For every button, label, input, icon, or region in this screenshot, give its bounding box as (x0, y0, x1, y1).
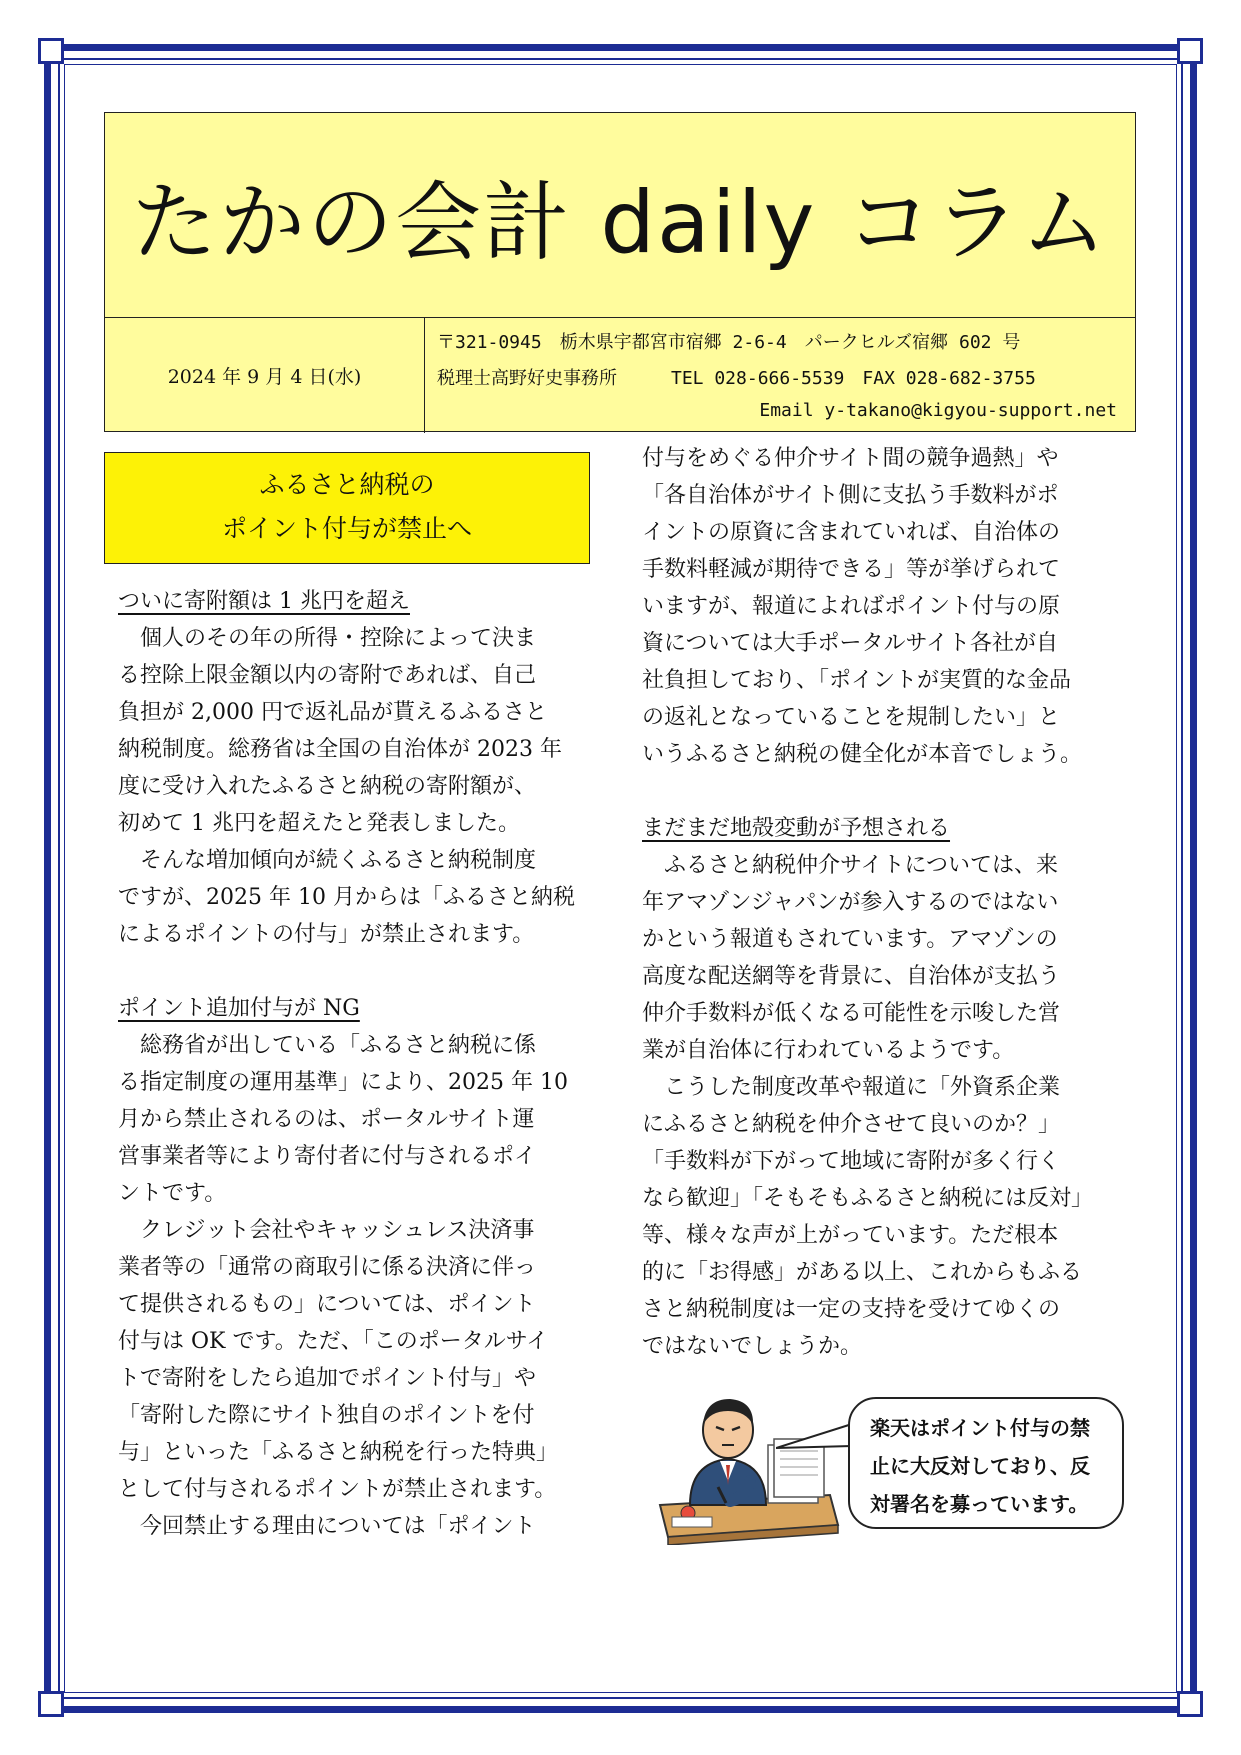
paragraph-spacer (118, 953, 604, 990)
body-text-line: 「手数料が下がって地域に寄附が多く行く (642, 1149, 1061, 1174)
body-text-line: かという報道もされています。アマゾンの (642, 927, 1058, 952)
body-text-line: 等、様々な声が上がっています。ただ根本 (642, 1223, 1059, 1248)
body-text-line: ふるさと納税仲介サイトについては、来 (642, 853, 1059, 878)
issue-date: 2024 年 9 月 4 日(水) (105, 318, 425, 433)
body-text-line: 今回禁止する理由については「ポイント (118, 1514, 536, 1539)
body-text-line: て提供されるもの」については、ポイント (118, 1292, 536, 1317)
border-corner-bottom-right (1177, 1691, 1203, 1717)
body-text-line: 月から禁止されるのは、ポータルサイト運 (118, 1107, 535, 1132)
border-corner-bottom-left (38, 1691, 64, 1717)
body-text-line: によるポイントの付与」が禁止されます。 (118, 922, 535, 947)
body-text-line: ントです。 (118, 1181, 227, 1206)
speech-bubble (848, 1397, 1124, 1529)
section-heading: ポイント追加付与が NG (118, 996, 360, 1021)
body-text-line: 高度な配送網等を背景に、自治体が支払う (642, 964, 1061, 989)
article-column-left (118, 583, 604, 1545)
section-heading: まだまだ地殻変動が予想される (642, 816, 951, 841)
body-text-line: トで寄附をしたら追加でポイント付与」や (118, 1366, 537, 1391)
border-corner-top-left (38, 38, 64, 64)
bubble-line-3: 対署名を募っています。 (870, 1492, 1089, 1516)
body-text-line: 付与をめぐる仲介サイト間の競争過熱」や (642, 446, 1059, 471)
body-text-line: 度に受け入れたふるさと納税の寄附額が、 (118, 774, 537, 799)
headline-line-1: ふるさと納税の (259, 470, 435, 499)
speech-bubble-tail (776, 1420, 856, 1460)
body-text-line: 仲介手数料が低くなる可能性を示唆した営 (642, 1001, 1061, 1026)
bubble-line-2: 止に大反対しており、反 (870, 1454, 1090, 1478)
body-text-line: 業者等の「通常の商取引に係る決済に伴っ (118, 1255, 537, 1280)
border-corner-top-right (1177, 38, 1203, 64)
body-text-line: 「各自治体がサイト側に支払う手数料がポ (642, 483, 1059, 508)
bubble-line-1: 楽天はポイント付与の禁 (870, 1416, 1090, 1440)
body-text-line: 資については大手ポータルサイト各社が自 (642, 631, 1059, 656)
office-address: 〒321-0945 栃木県宇都宮市宿郷 2-6-4 パークヒルズ宿郷 602 号 (437, 332, 1021, 353)
body-text-line: 社負担しており、「ポイントが実質的な金品 (642, 668, 1072, 693)
body-text-line: そんな増加傾向が続くふるさと納税制度 (118, 848, 537, 873)
body-text-line: 年アマゾンジャパンが参入するのではない (642, 890, 1059, 915)
body-text-line: 付与は OK です。ただ、「このポータルサイ (118, 1329, 549, 1354)
body-text-line: 的に「お得感」がある以上、これからもふる (642, 1260, 1083, 1285)
body-text-line: にふるさと納税を仲介させて良いのか？」 (642, 1112, 1061, 1137)
article-headline (104, 452, 590, 564)
body-text-line: として付与されるポイントが禁止されます。 (118, 1477, 557, 1502)
man-signing-documents-illustration (650, 1385, 840, 1545)
body-text-line: イントの原資に含まれていれば、自治体の (642, 520, 1061, 545)
body-text-line: る指定制度の運用基準」により、2025 年 10 (118, 1070, 568, 1095)
article-column-right (642, 440, 1142, 1365)
body-text-line: る控除上限金額以内の寄附であれば、自己 (118, 663, 537, 688)
body-text-line: 与」といった「ふるさと納税を行った特典」 (118, 1440, 559, 1465)
section-heading: ついに寄附額は 1 兆円を超え (118, 589, 410, 614)
body-text-line: 総務省が出している「ふるさと納税に係 (118, 1033, 537, 1058)
body-text-line: 業が自治体に行われているようです。 (642, 1038, 1015, 1063)
office-email: Email y-takano@kigyou-support.net (759, 400, 1117, 421)
body-text-line: さと納税制度は一定の支持を受けてゆくの (642, 1297, 1061, 1322)
body-text-line: いうふるさと納税の健全化が本音でしょう。 (642, 742, 1083, 767)
body-text-line: ではないでしょうか。 (642, 1334, 863, 1359)
body-text-line: ですが、2025 年 10 月からは「ふるさと納税 (118, 885, 575, 910)
body-text-line: 初めて 1 兆円を超えたと発表しました。 (118, 811, 520, 836)
office-contact-block (425, 318, 1137, 433)
masthead (104, 112, 1136, 432)
paragraph-spacer (642, 773, 1142, 810)
body-text-line: 納税制度。総務省は全国の自治体が 2023 年 (118, 737, 562, 762)
body-text-line: 「寄附した際にサイト独自のポイントを付 (118, 1403, 535, 1428)
body-text-line: 営事業者等により寄付者に付与されるポイ (118, 1144, 537, 1169)
newsletter-title: たかの会計 daily コラム (105, 113, 1135, 318)
body-text-line: なら歓迎」「そもそもふるさと納税には反対」 (642, 1186, 1094, 1211)
body-text-line: 手数料軽減が期待できる」等が挙げられて (642, 557, 1061, 582)
body-text-line: の返礼となっていることを規制したい」と (642, 705, 1061, 730)
headline-line-2: ポイント付与が禁止へ (221, 514, 472, 543)
body-text-line: こうした制度改革や報道に「外資系企業 (642, 1075, 1061, 1100)
body-text-line: 負担が 2,000 円で返礼品が貰えるふるさと (118, 700, 547, 725)
office-name-phone: 税理士高野好史事務所 TEL 028-666-5539 FAX 028-682-3755 (437, 368, 1036, 389)
body-text-line: いますが、報道によればポイント付与の原 (642, 594, 1061, 619)
body-text-line: クレジット会社やキャッシュレス決済事 (118, 1218, 535, 1243)
body-text-line: 個人のその年の所得・控除によって決ま (118, 626, 537, 651)
